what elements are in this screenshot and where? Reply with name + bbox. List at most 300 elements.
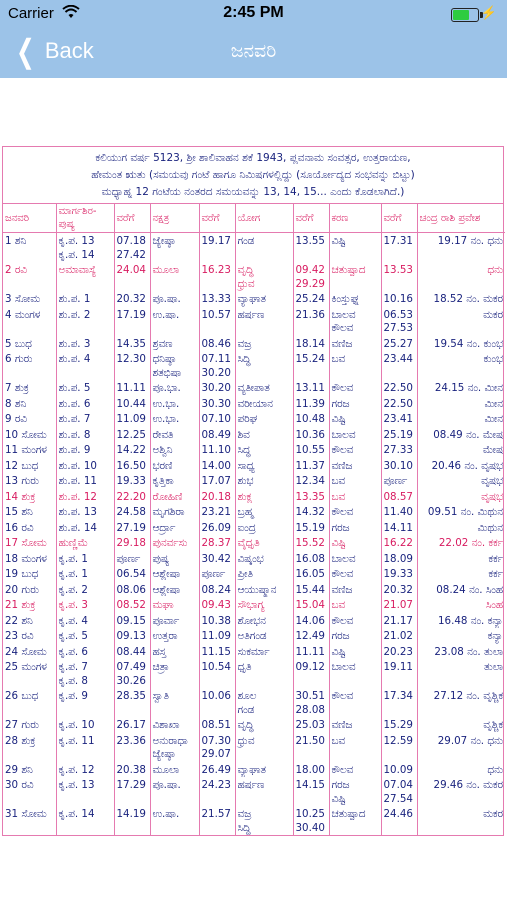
cell-yoga-until: 21.36 [293,307,329,336]
cell-yoga-until: 18.14 [293,336,329,352]
cell-paksha-tithi: ಕೃ.ಪ. 9 [56,688,114,717]
cell-moon-sign-entry: 29.07 ನಂ. ಧನು [417,733,505,762]
cell-nakshatra-until: 16.23 [199,262,235,291]
cell-paksha-tithi: ಶು.ಪ. 7 [56,411,114,427]
cell-nakshatra: ಆರ್ದ್ರಾ [150,520,199,536]
cell-paksha-tithi: ಶು.ಪ. 9 [56,442,114,458]
cell-yoga: ವ್ಯಾಘಾತ [235,762,293,778]
cell-paksha-tithi: ಶು.ಪ. 3 [56,336,114,352]
cell-nakshatra-until: 11.15 [199,644,235,660]
table-row [3,777,505,806]
cell-paksha-tithi: ಶು.ಪ. 1 [56,291,114,307]
cell-yoga: ಶೂಲ ಗಂಡ [235,688,293,717]
cell-moon-sign-entry: 08.24 ನಂ. ಸಿಂಹ [417,582,505,598]
cell-paksha-tithi: ಶು.ಪ. 8 [56,427,114,443]
cell-nakshatra-until: 17.07 [199,473,235,489]
cell-nakshatra: ಪೂ.ಭಾ. [150,380,199,396]
table-row [3,762,505,778]
cell-nakshatra-until: ಪೂರ್ಣ [199,566,235,582]
cell-nakshatra-until: 26.09 [199,520,235,536]
cell-tithi-until: 20.38 [114,762,150,778]
cell-karana: ಗರಜ [329,520,381,536]
cell-date: 4 ಮಂಗಳ [5,308,41,321]
cell-karana: ಬಾಲವ [329,551,381,567]
cell-date: 21 ಶುಕ್ರ [5,599,36,611]
cell-karana-until: 25.27 [381,336,417,352]
cell-nakshatra-until: 10.38 [199,613,235,629]
cell-yoga-until: 15.52 [293,535,329,551]
header-nakshatra: ನಕ್ಷತ್ರ [150,204,199,233]
cell-yoga-until: 21.50 [293,733,329,762]
cell-karana: ವಣಿಜ [329,582,381,598]
cell-nakshatra-until: 07.11 30.20 [199,351,235,380]
cell-yoga: ಬ್ರಹ್ಮ [235,504,293,520]
table-row [3,262,505,291]
info-line-1: ಕಲಿಯುಗ ವರ್ಷ 5123, ಶ್ರೀ ಶಾಲಿವಾಹನ ಶಕೆ 1943, ಪ್ಲವನಾಮ ಸಂವತ್ಸರ, ಉತ್ತರಾಯಣ, [95,152,411,164]
table-row [3,582,505,598]
cell-date: 3 ಸೋಮ [5,293,41,305]
table-row [3,473,505,489]
cell-nakshatra-until: 13.33 [199,291,235,307]
cell-karana-until: 13.53 [381,262,417,291]
chevron-left-icon: ❮ [16,33,35,69]
cell-yoga-until: 09.12 [293,659,329,688]
cell-moon-sign-entry: ಮಕರ [417,806,505,835]
header-karana: ಕರಣ [329,204,381,233]
cell-nakshatra: ಪುನರ್ವಸು [150,535,199,551]
cell-nakshatra-until: 30.42 [199,551,235,567]
header-moon-sign-entry: ಚಂದ್ರ ರಾಶಿ ಪ್ರವೇಶ [417,204,505,233]
cell-karana-until: 22.50 [381,380,417,396]
cell-date: 18 ಮಂಗಳ [5,552,47,565]
cell-nakshatra: ಮೂಲಾ [150,262,199,291]
table-row [3,806,505,835]
cell-karana: ಬವ [329,351,381,380]
cell-yoga-until: 15.24 [293,351,329,380]
cell-yoga-until: 14.06 [293,613,329,629]
cell-karana: ಕೌಲವ [329,613,381,629]
cell-tithi-until: 09.15 [114,613,150,629]
cell-karana: ಕೌಲವ [329,380,381,396]
cell-nakshatra: ಸ್ವಾತಿ [150,688,199,717]
info-line-2: ಹೇಮಂತ ಋತು (ಸಮಯವು ಗಂಟೆ ಹಾಗೂ ನಿಮಿಷಗಳಲ್ಲಿದ್ದು (ಸೂರ್ಯೋದ್ಯದ ಸಂಭವನ್ನು ಬಿಟ್ಟು) [91,169,415,181]
cell-yoga-until: 12.34 [293,473,329,489]
cell-nakshatra-until: 24.23 [199,777,235,806]
back-label: Back [44,38,94,63]
cell-paksha-tithi: ಶು.ಪ. 10 [56,458,114,474]
table-row [3,489,505,505]
cell-karana-until: 22.50 [381,396,417,412]
cell-karana: ಬವ [329,489,381,505]
cell-karana-until: 23.44 [381,351,417,380]
cell-date: 26 ಬುಧ [5,690,39,702]
cell-tithi-until: 19.33 [114,473,150,489]
cell-tithi-until: 22.20 [114,489,150,505]
cell-karana-until: 12.59 [381,733,417,762]
cell-karana-until: 25.19 [381,427,417,443]
cell-date: 27 ಗುರು [5,719,39,731]
cell-yoga-until: 10.48 [293,411,329,427]
table-row [3,380,505,396]
cell-moon-sign-entry: 24.15 ನಂ. ಮೀನ [417,380,505,396]
cell-yoga: ಹರ್ಷಣ [235,307,293,336]
cell-moon-sign-entry: ತುಲಾ [417,659,505,688]
carrier-label: Carrier [8,5,54,22]
cell-yoga: ಸೌಭಾಗ್ಯ [235,597,293,613]
cell-moon-sign-entry: ವೃಷಭ [417,473,505,489]
cell-tithi-until: 11.11 [114,380,150,396]
table-row [3,659,505,688]
cell-nakshatra: ಹಸ್ತ [150,644,199,660]
cell-yoga-until: 15.04 [293,597,329,613]
cell-moon-sign-entry: ಮಕರ [417,307,505,336]
cell-tithi-until: 10.44 [114,396,150,412]
cell-yoga: ಐಂದ್ರ [235,520,293,536]
cell-nakshatra: ಕೃತ್ತಿಕಾ [150,473,199,489]
cell-nakshatra: ಉ.ಷಾ. [150,806,199,835]
cell-nakshatra: ಉ.ಷಾ. [150,307,199,336]
cell-nakshatra-until: 30.30 [199,396,235,412]
header-date: ಜನವರಿ [3,204,56,233]
cell-yoga: ಆಯುಷ್ಮಾನ [235,582,293,598]
table-row [3,733,505,762]
cell-date: 2 ರವಿ [5,264,27,276]
cell-yoga-until: 11.37 [293,458,329,474]
cell-karana-until: 18.09 [381,551,417,567]
cell-karana: ವಣಿಜ [329,458,381,474]
table-row [3,566,505,582]
cell-karana-until: 20.32 [381,582,417,598]
cell-tithi-until: 16.50 [114,458,150,474]
cell-karana: ಕೌಲವ [329,688,381,717]
cell-tithi-until: 12.25 [114,427,150,443]
table-row [3,613,505,629]
cell-paksha-tithi: ಕೃ.ಪ. 3 [56,597,114,613]
cell-karana-until: 24.46 [381,806,417,835]
cell-tithi-until: 12.30 [114,351,150,380]
cell-nakshatra-until: 21.57 [199,806,235,835]
cell-moon-sign-entry: ಕರ್ಕ [417,566,505,582]
cell-nakshatra-until: 26.49 [199,762,235,778]
cell-nakshatra: ರೇವತಿ [150,427,199,443]
cell-date: 24 ಸೋಮ [5,645,47,658]
cell-nakshatra-until: 11.09 [199,628,235,644]
cell-yoga: ಸುಕರ್ಮಾ [235,644,293,660]
cell-karana: ವಣಿಜ [329,336,381,352]
cell-nakshatra-until: 10.54 [199,659,235,688]
cell-date: 8 ಶನಿ [5,397,27,410]
cell-karana: ಗರಜ [329,628,381,644]
cell-date: 17 ಸೋಮ [5,537,47,549]
cell-date: 30 ರವಿ [5,779,34,791]
cell-yoga-until: 12.49 [293,628,329,644]
cell-yoga-until: 14.32 [293,504,329,520]
cell-karana: ಗರಜ ವಿಷ್ಟಿ [329,777,381,806]
cell-moon-sign-entry: 22.02 ನಂ. ಕರ್ಕ [417,535,505,551]
table-row [3,351,505,380]
cell-moon-sign-entry: ಕುಂಭ [417,351,505,380]
cell-paksha-tithi: ಕೃ.ಪ. 6 [56,644,114,660]
cell-date: 6 ಗುರು [5,353,33,365]
cell-nakshatra: ಉತ್ತರಾ [150,628,199,644]
cell-paksha-tithi: ಹುಣ್ಣಿಮೆ [56,535,114,551]
cell-karana: ವಿಷ್ಟಿ [329,411,381,427]
battery-icon [451,8,479,22]
cell-nakshatra-until: 23.21 [199,504,235,520]
info-line-3: ಮಧ್ಯಾಹ್ನ 12 ಗಂಟೆಯ ನಂತರದ ಸಮಯವನ್ನು 13, 14, 15... ಎಂದು ಕೊಡಲಾಗಿದೆ.) [101,186,405,198]
cell-date: 1 ಶನಿ [5,235,27,247]
cell-yoga-until: 15.19 [293,520,329,536]
cell-karana: ವಣಿಜ [329,717,381,733]
table-row [3,442,505,458]
cell-nakshatra: ಅಶ್ವಿನಿ [150,442,199,458]
cell-date: 14 ಶುಕ್ರ [5,490,36,503]
cell-karana: ಬಾಲವ ಕೌಲವ [329,307,381,336]
cell-paksha-tithi: ಕೃ.ಪ. 12 [56,762,114,778]
cell-karana-until: 17.31 [381,233,417,263]
cell-tithi-until: 17.19 [114,307,150,336]
cell-tithi-until: 07.49 30.26 [114,659,150,688]
cell-nakshatra: ಪೂರ್ವಾ [150,613,199,629]
table-row [3,551,505,567]
cell-nakshatra: ಭರಣಿ [150,458,199,474]
cell-moon-sign-entry: ವೃಶ್ಚಿಕ [417,717,505,733]
cell-paksha-tithi: ಅಮಾವಾಸ್ಯೆ [56,262,114,291]
cell-karana-until: 07.04 27.54 [381,777,417,806]
header-karana-until: ವರೆಗೆ [381,204,417,233]
cell-moon-sign-entry: 18.52 ನಂ. ಮಕರ [417,291,505,307]
cell-date: 22 ಶನಿ [5,614,33,627]
cell-paksha-tithi: ಶು.ಪ. 2 [56,307,114,336]
cell-karana: ಗರಜ [329,396,381,412]
cell-date: 9 ರವಿ [5,413,27,425]
cell-date: 5 ಬುಧ [5,337,32,350]
cell-nakshatra: ಮೂಲಾ [150,762,199,778]
cell-moon-sign-entry: ಮೀನ [417,396,505,412]
cell-karana: ಚತುಷ್ಪಾದ [329,262,381,291]
cell-date: 12 ಬುಧ [5,459,39,472]
cell-paksha-tithi: ಕೃ.ಪ. 4 [56,613,114,629]
cell-karana: ಬಾಲವ [329,659,381,688]
cell-nakshatra: ಉ.ಭಾ. [150,411,199,427]
cell-yoga-until: 13.55 [293,233,329,263]
cell-karana: ಕೌಲವ [329,762,381,778]
cell-karana-until: 10.16 [381,291,417,307]
cell-paksha-tithi: ಶು.ಪ. 4 [56,351,114,380]
cell-date: 20 ಗುರು [5,583,39,596]
cell-yoga: ವಜ್ರ [235,336,293,352]
table-row [3,233,505,263]
cell-date: 29 ಶನಿ [5,763,33,776]
table-row [3,504,505,520]
cell-nakshatra-until: 30.20 [199,380,235,396]
cell-yoga: ವರೀಯಾನ [235,396,293,412]
cell-karana-until: 19.11 [381,659,417,688]
cell-paksha-tithi: ಕೃ.ಪ. 1 [56,551,114,567]
table-row [3,411,505,427]
cell-karana-until: 10.09 [381,762,417,778]
clock: 2:45 PM [223,4,284,21]
status-bar [0,0,507,28]
cell-moon-sign-entry: ಮೀನ [417,411,505,427]
table-row [3,597,505,613]
cell-karana: ಕೌಲವ [329,566,381,582]
cell-yoga: ಶೋಭನ [235,613,293,629]
cell-date: 13 ಗುರು [5,475,39,487]
cell-nakshatra-until: 10.06 [199,688,235,717]
cell-yoga: ವೃದ್ಧಿ [235,717,293,733]
cell-nakshatra: ಧನಿಷ್ಠಾ ಶತಭಿಷಾ [150,351,199,380]
cell-yoga: ವ್ಯಾಘಾತ [235,291,293,307]
table-row [3,628,505,644]
cell-nakshatra-until: 07.30 29.07 [199,733,235,762]
cell-nakshatra: ಅನುರಾಧಾ ಜ್ಯೇಷ್ಠಾ [150,733,199,762]
cell-karana-until: 23.41 [381,411,417,427]
cell-paksha-tithi: ಶು.ಪ. 5 [56,380,114,396]
table-row [3,336,505,352]
cell-tithi-until: 14.22 [114,442,150,458]
cell-karana: ವಿಷ್ಟಿ [329,535,381,551]
cell-moon-sign-entry: ಮಿಥುನ [417,520,505,536]
table-row [3,535,505,551]
cell-karana-until: 11.40 [381,504,417,520]
cell-nakshatra: ಚಿತ್ರಾ [150,659,199,688]
cell-karana: ಕಿಂಸ್ತುಘ್ನ [329,291,381,307]
cell-date: 11 ಮಂಗಳ [5,444,47,456]
cell-karana-until: 21.02 [381,628,417,644]
table-header [3,204,505,233]
cell-tithi-until: 26.17 [114,717,150,733]
cell-paksha-tithi: ಶು.ಪ. 6 [56,396,114,412]
cell-tithi-until: 06.54 [114,566,150,582]
cell-tithi-until: 08.44 [114,644,150,660]
cell-paksha-tithi: ಶು.ಪ. 12 [56,489,114,505]
cell-date: 25 ಮಂಗಳ [5,661,47,673]
cell-yoga: ಹರ್ಷಣ [235,777,293,806]
cell-yoga-until: 15.44 [293,582,329,598]
cell-nakshatra-until: 14.00 [199,458,235,474]
cell-karana-until: 20.23 [381,644,417,660]
cell-yoga: ಸಿದ್ಧ [235,442,293,458]
cell-yoga: ವೃದ್ಧಿ ಧ್ರುವ [235,262,293,291]
cell-paksha-tithi: ಕೃ.ಪ. 7 ಕೃ.ಪ. 8 [56,659,114,688]
cell-nakshatra-until: 08.24 [199,582,235,598]
cell-karana-until: 16.22 [381,535,417,551]
cell-karana: ವಿಷ್ಟಿ [329,233,381,263]
cell-moon-sign-entry: ಸಿಂಹ [417,597,505,613]
cell-karana: ಬವ [329,733,381,762]
cell-yoga-until: 30.51 28.08 [293,688,329,717]
table-row [3,688,505,717]
table-row [3,520,505,536]
cell-tithi-until: 07.18 27.42 [114,233,150,263]
cell-yoga-until: 09.42 29.29 [293,262,329,291]
calendar-info [3,147,503,204]
cell-karana-until: 06.53 27.53 [381,307,417,336]
cell-paksha-tithi: ಕೃ.ಪ. 14 [56,806,114,835]
cell-yoga-until: 13.11 [293,380,329,396]
table-row [3,458,505,474]
cell-yoga: ವೈಧೃತಿ [235,535,293,551]
cell-nakshatra-until: 19.17 [199,233,235,263]
cell-paksha-tithi: ಕೃ.ಪ. 11 [56,733,114,762]
cell-date: 28 ಶುಕ್ರ [5,734,36,747]
cell-nakshatra-until: 09.43 [199,597,235,613]
cell-nakshatra-until: 08.51 [199,717,235,733]
cell-tithi-until: 08.06 [114,582,150,598]
cell-yoga: ಧೃತಿ [235,659,293,688]
table-row [3,644,505,660]
cell-karana-until: 19.33 [381,566,417,582]
cell-karana-until: ಪೂರ್ಣ [381,473,417,489]
cell-karana-until: 14.11 [381,520,417,536]
cell-tithi-until: 28.35 [114,688,150,717]
cell-yoga-until: 14.15 [293,777,329,806]
cell-nakshatra-until: 07.10 [199,411,235,427]
cell-karana-until: 15.29 [381,717,417,733]
cell-date: 19 ಬುಧ [5,568,39,580]
cell-nakshatra-until: 08.46 [199,336,235,352]
cell-karana: ಚತುಷ್ಪಾದ [329,806,381,835]
cell-tithi-until: 27.19 [114,520,150,536]
cell-nakshatra-until: 08.49 [199,427,235,443]
cell-nakshatra-until: 11.10 [199,442,235,458]
cell-nakshatra: ರೋಹಿಣಿ [150,489,199,505]
cell-tithi-until: 14.19 [114,806,150,835]
cell-karana-until: 21.17 [381,613,417,629]
cell-moon-sign-entry: 08.49 ನಂ. ಮೇಷ [417,427,505,443]
cell-karana: ಕೌಲವ [329,504,381,520]
cell-moon-sign-entry: 20.46 ನಂ. ವೃಷಭ [417,458,505,474]
cell-karana-until: 08.57 [381,489,417,505]
table-row [3,307,505,336]
cell-karana: ಬವ [329,473,381,489]
cell-yoga: ವಜ್ರ ಸಿದ್ಧಿ [235,806,293,835]
cell-nakshatra: ಮೃಗಶಿರಾ [150,504,199,520]
cell-moon-sign-entry: 29.46 ನಂ. ಮಕರ [417,777,505,806]
cell-paksha-tithi: ಶು.ಪ. 11 [56,473,114,489]
cell-moon-sign-entry: ಮೇಷ [417,442,505,458]
cell-yoga: ವಿಷ್ಕಂಭ [235,551,293,567]
cell-yoga: ಗಂಡ [235,233,293,263]
cell-tithi-until: 11.09 [114,411,150,427]
cell-yoga: ಪ್ರೀತಿ [235,566,293,582]
cell-karana-until: 30.10 [381,458,417,474]
table-row [3,717,505,733]
cell-tithi-until: 17.29 [114,777,150,806]
cell-date: 7 ಶುಕ್ರ [5,382,29,394]
cell-date: 15 ಶನಿ [5,506,33,518]
cell-nakshatra-until: 20.18 [199,489,235,505]
cell-paksha-tithi: ಶು.ಪ. 13 [56,504,114,520]
cell-yoga: ಶುಭ [235,473,293,489]
cell-yoga: ಸಾಧ್ಯ [235,458,293,474]
cell-nakshatra: ಆಶ್ಲೇಷಾ [150,582,199,598]
cell-tithi-until: 23.36 [114,733,150,762]
table-row [3,291,505,307]
cell-moon-sign-entry: ಕನ್ಯಾ [417,628,505,644]
cell-paksha-tithi: ಕೃ.ಪ. 10 [56,717,114,733]
cell-moon-sign-entry: 23.08 ನಂ. ತುಲಾ [417,644,505,660]
cell-paksha-tithi: ಕೃ.ಪ. 13 [56,777,114,806]
cell-moon-sign-entry: 16.48 ನಂ. ಕನ್ಯಾ [417,613,505,629]
cell-yoga-until: 25.24 [293,291,329,307]
header-nakshatra-until: ವರೆಗೆ [199,204,235,233]
cell-yoga: ಧ್ರುವ [235,733,293,762]
cell-nakshatra: ವಿಶಾಖಾ [150,717,199,733]
cell-nakshatra-until: 10.57 [199,307,235,336]
header-yoga-until: ವರೆಗೆ [293,204,329,233]
